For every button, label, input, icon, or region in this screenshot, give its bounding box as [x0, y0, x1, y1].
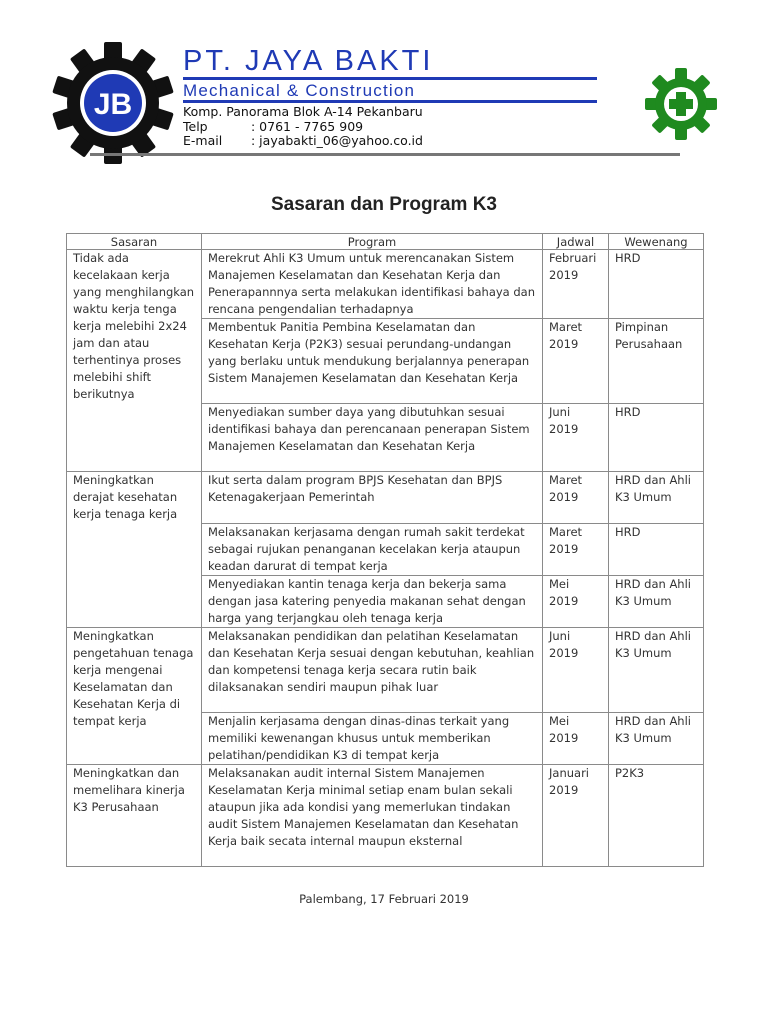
sasaran-cell: Meningkatkan derajat kesehatan kerja tenaga kerja	[67, 472, 202, 628]
jb-gear-logo	[52, 42, 174, 164]
program-cell: Ikut serta dalam program BPJS Kesehatan dan BPJS Ketenagakerjaan Pemerintah	[202, 472, 543, 524]
signoff-place-date: Palembang, 17 Februari 2019	[299, 892, 469, 906]
header-program: Program	[202, 234, 543, 250]
wewenang-cell: HRD dan Ahli K3 Umum	[609, 628, 704, 713]
company-phone	[183, 120, 603, 135]
company-name-underline	[183, 77, 597, 80]
table-row	[67, 628, 704, 713]
program-cell: Menjalin kerjasama dengan dinas-dinas terkait yang memiliki kewenangan khusus untuk memberikan pelatihan/pendidikan K3 di tempat kerja	[202, 713, 543, 765]
email-label: E-mail	[183, 133, 223, 148]
company-address: Komp. Panorama Blok A-14 Pekanbaru	[183, 104, 423, 119]
phone-value: : 0761 - 7765 909	[251, 118, 364, 134]
email-value: : jayabakti_06@yahoo.co.id	[251, 133, 423, 148]
wewenang-cell: HRD dan Ahli K3 Umum	[609, 472, 704, 524]
header-jadwal: Jadwal	[543, 234, 609, 250]
program-cell: Menyediakan kantin tenaga kerja dan bekerja sama dengan jasa katering penyedia makanan sehat dengan harga yang terjangkau oleh tenaga kerja	[202, 576, 543, 628]
program-cell: Melaksanakan kerjasama dengan rumah sakit terdekat sebagai rujukan penanganan kecelakan kerja ataupun keadan darurat di tempat kerja	[202, 524, 543, 576]
wewenang-cell: HRD	[609, 524, 704, 576]
header-sasaran: Sasaran	[67, 234, 202, 250]
program-cell: Merekrut Ahli K3 Umum untuk merencanakan Sistem Manajemen Keselamatan dan Kesehatan Kerja dan Penerapannnya serta melakukan identifikasi bahaya dan rencana pengendalian terhadapnya	[202, 250, 543, 319]
phone-label: Telp	[183, 118, 208, 134]
table-row	[67, 472, 704, 524]
company-subtitle-underline	[183, 100, 597, 103]
jadwal-cell: Januari 2019	[543, 765, 609, 867]
program-cell: Membentuk Panitia Pembina Keselamatan dan Kesehatan Kerja (P2K3) sesuai perundang-undangan yang berlaku untuk mendukung berjalannya penerapan Sistem Manajemen Keselamatan dan Kesehatan Kerja	[202, 319, 543, 404]
jadwal-cell: Februari 2019	[543, 250, 609, 319]
k3-program-table	[66, 233, 704, 867]
wewenang-cell: HRD dan Ahli K3 Umum	[609, 713, 704, 765]
company-block	[183, 46, 603, 149]
wewenang-cell: Pimpinan Perusahaan	[609, 319, 704, 404]
company-subtitle: Mechanical & Construction	[183, 81, 416, 100]
company-email	[183, 134, 603, 149]
jadwal-cell: Mei 2019	[543, 576, 609, 628]
program-cell: Melaksanakan audit internal Sistem Manajemen Keselamatan Kerja minimal setiap enam bulan sekali ataupun jika ada kondisi yang memerlukan tindakan audit Sistem Manajemen Keselamatan dan Kesehatan Kerja baik secata internal maupun eksternal	[202, 765, 543, 867]
wewenang-cell: P2K3	[609, 765, 704, 867]
wewenang-cell: HRD	[609, 404, 704, 472]
jadwal-cell: Maret 2019	[543, 472, 609, 524]
jadwal-cell: Maret 2019	[543, 319, 609, 404]
sasaran-cell: Meningkatkan pengetahuan tenaga kerja mengenai Keselamatan dan Kesehatan Kerja di tempat kerja	[67, 628, 202, 765]
company-name: PT. JAYA BAKTI	[183, 45, 434, 77]
program-cell: Melaksanakan pendidikan dan pelatihan Keselamatan dan Kesehatan Kerja sesuai dengan kebutuhan, keahlian dan kompetensi tenaga kerja secara rutin baik dilaksanakan sendiri maupun pihak luar	[202, 628, 543, 713]
jadwal-cell: Mei 2019	[543, 713, 609, 765]
table-row	[67, 765, 704, 867]
jadwal-cell: Juni 2019	[543, 628, 609, 713]
jb-logo-initials: JB	[93, 88, 133, 121]
jadwal-cell: Juni 2019	[543, 404, 609, 472]
jadwal-cell: Maret 2019	[543, 524, 609, 576]
letterhead-divider	[90, 153, 680, 156]
k3-safety-gear-icon	[641, 68, 721, 140]
program-cell: Menyediakan sumber daya yang dibutuhkan sesuai identifikasi bahaya dan perencanaan penerapan Sistem Manajemen Keselamatan dan Kesehatan Kerja	[202, 404, 543, 472]
wewenang-cell: HRD	[609, 250, 704, 319]
sasaran-cell: Meningkatkan dan memelihara kinerja K3 Perusahaan	[67, 765, 202, 867]
sasaran-cell: Tidak ada kecelakaan kerja yang menghilangkan waktu kerja tenga kerja melebihi 2x24 jam dan atau terhentinya proses melebihi shift berikutnya	[67, 250, 202, 472]
letterhead	[0, 0, 768, 160]
wewenang-cell: HRD dan Ahli K3 Umum	[609, 576, 704, 628]
document-title: Sasaran dan Program K3	[271, 194, 497, 215]
table-row	[67, 250, 704, 319]
header-wewenang: Wewenang	[609, 234, 704, 250]
table-header-row	[67, 234, 704, 250]
